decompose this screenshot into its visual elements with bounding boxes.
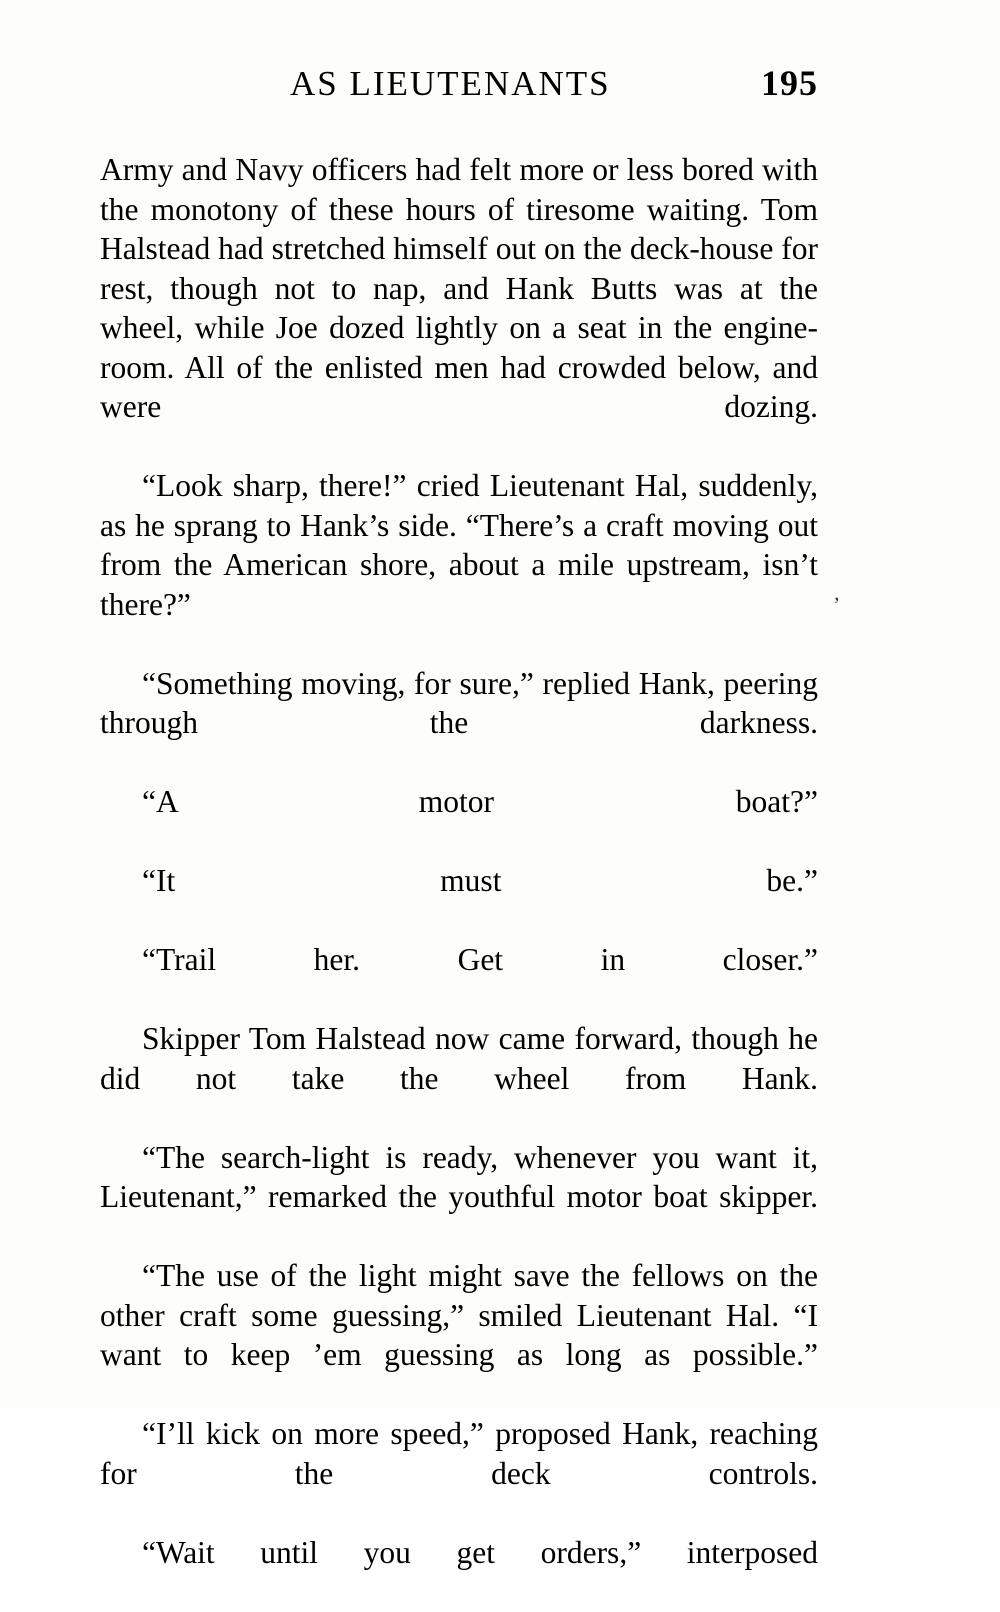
paragraph: Skipper Tom Halstead now came forward, though he did not take the wheel from Hank. [100, 1021, 818, 1096]
page-header [100, 62, 818, 104]
running-head: AS LIEUTENANTS [290, 64, 611, 103]
paragraph: “Look sharp, there!” cried Lieutenant Hal, suddenly, as he sprang to Hank’s side. “There’s a craft moving out from the American shore, about a mile upstream, isn’t there?” [100, 468, 818, 622]
paragraph: “A motor boat?” [142, 784, 818, 819]
paragraph: “Wait until you get orders,” interposed [142, 1534, 818, 1570]
page-number: 195 [761, 63, 818, 103]
paragraph: Army and Navy officers had felt more or less bored with the monotony of these hours of tiresome waiting. Tom Halstead had stretched himself out on the deck-house for rest, though not to nap, and Hank Butts was at the wheel, while Joe dozed lightly on a seat in the engine-room. All of the enlisted men had crowded below, and were dozing. [100, 152, 818, 424]
page-body [100, 150, 818, 1612]
paragraph: “Something moving, for sure,” replied Hank, peering through the darkness. [100, 665, 818, 740]
stray-ink-mark: ’ [833, 592, 841, 617]
paragraph: “It must be.” [142, 863, 818, 898]
paragraph: “The search-light is ready, whenever you want it, Lieutenant,” remarked the youthful motor boat skipper. [100, 1139, 818, 1214]
paragraph: “I’ll kick on more speed,” proposed Hank, reaching for the deck controls. [100, 1416, 818, 1491]
paragraph: “The use of the light might save the fellows on the other craft some guessing,” smiled Lieutenant Hal. “I want to keep ’em guessing as long as possible.” [100, 1258, 818, 1372]
paragraph: “Trail her. Get in closer.” [142, 942, 818, 977]
